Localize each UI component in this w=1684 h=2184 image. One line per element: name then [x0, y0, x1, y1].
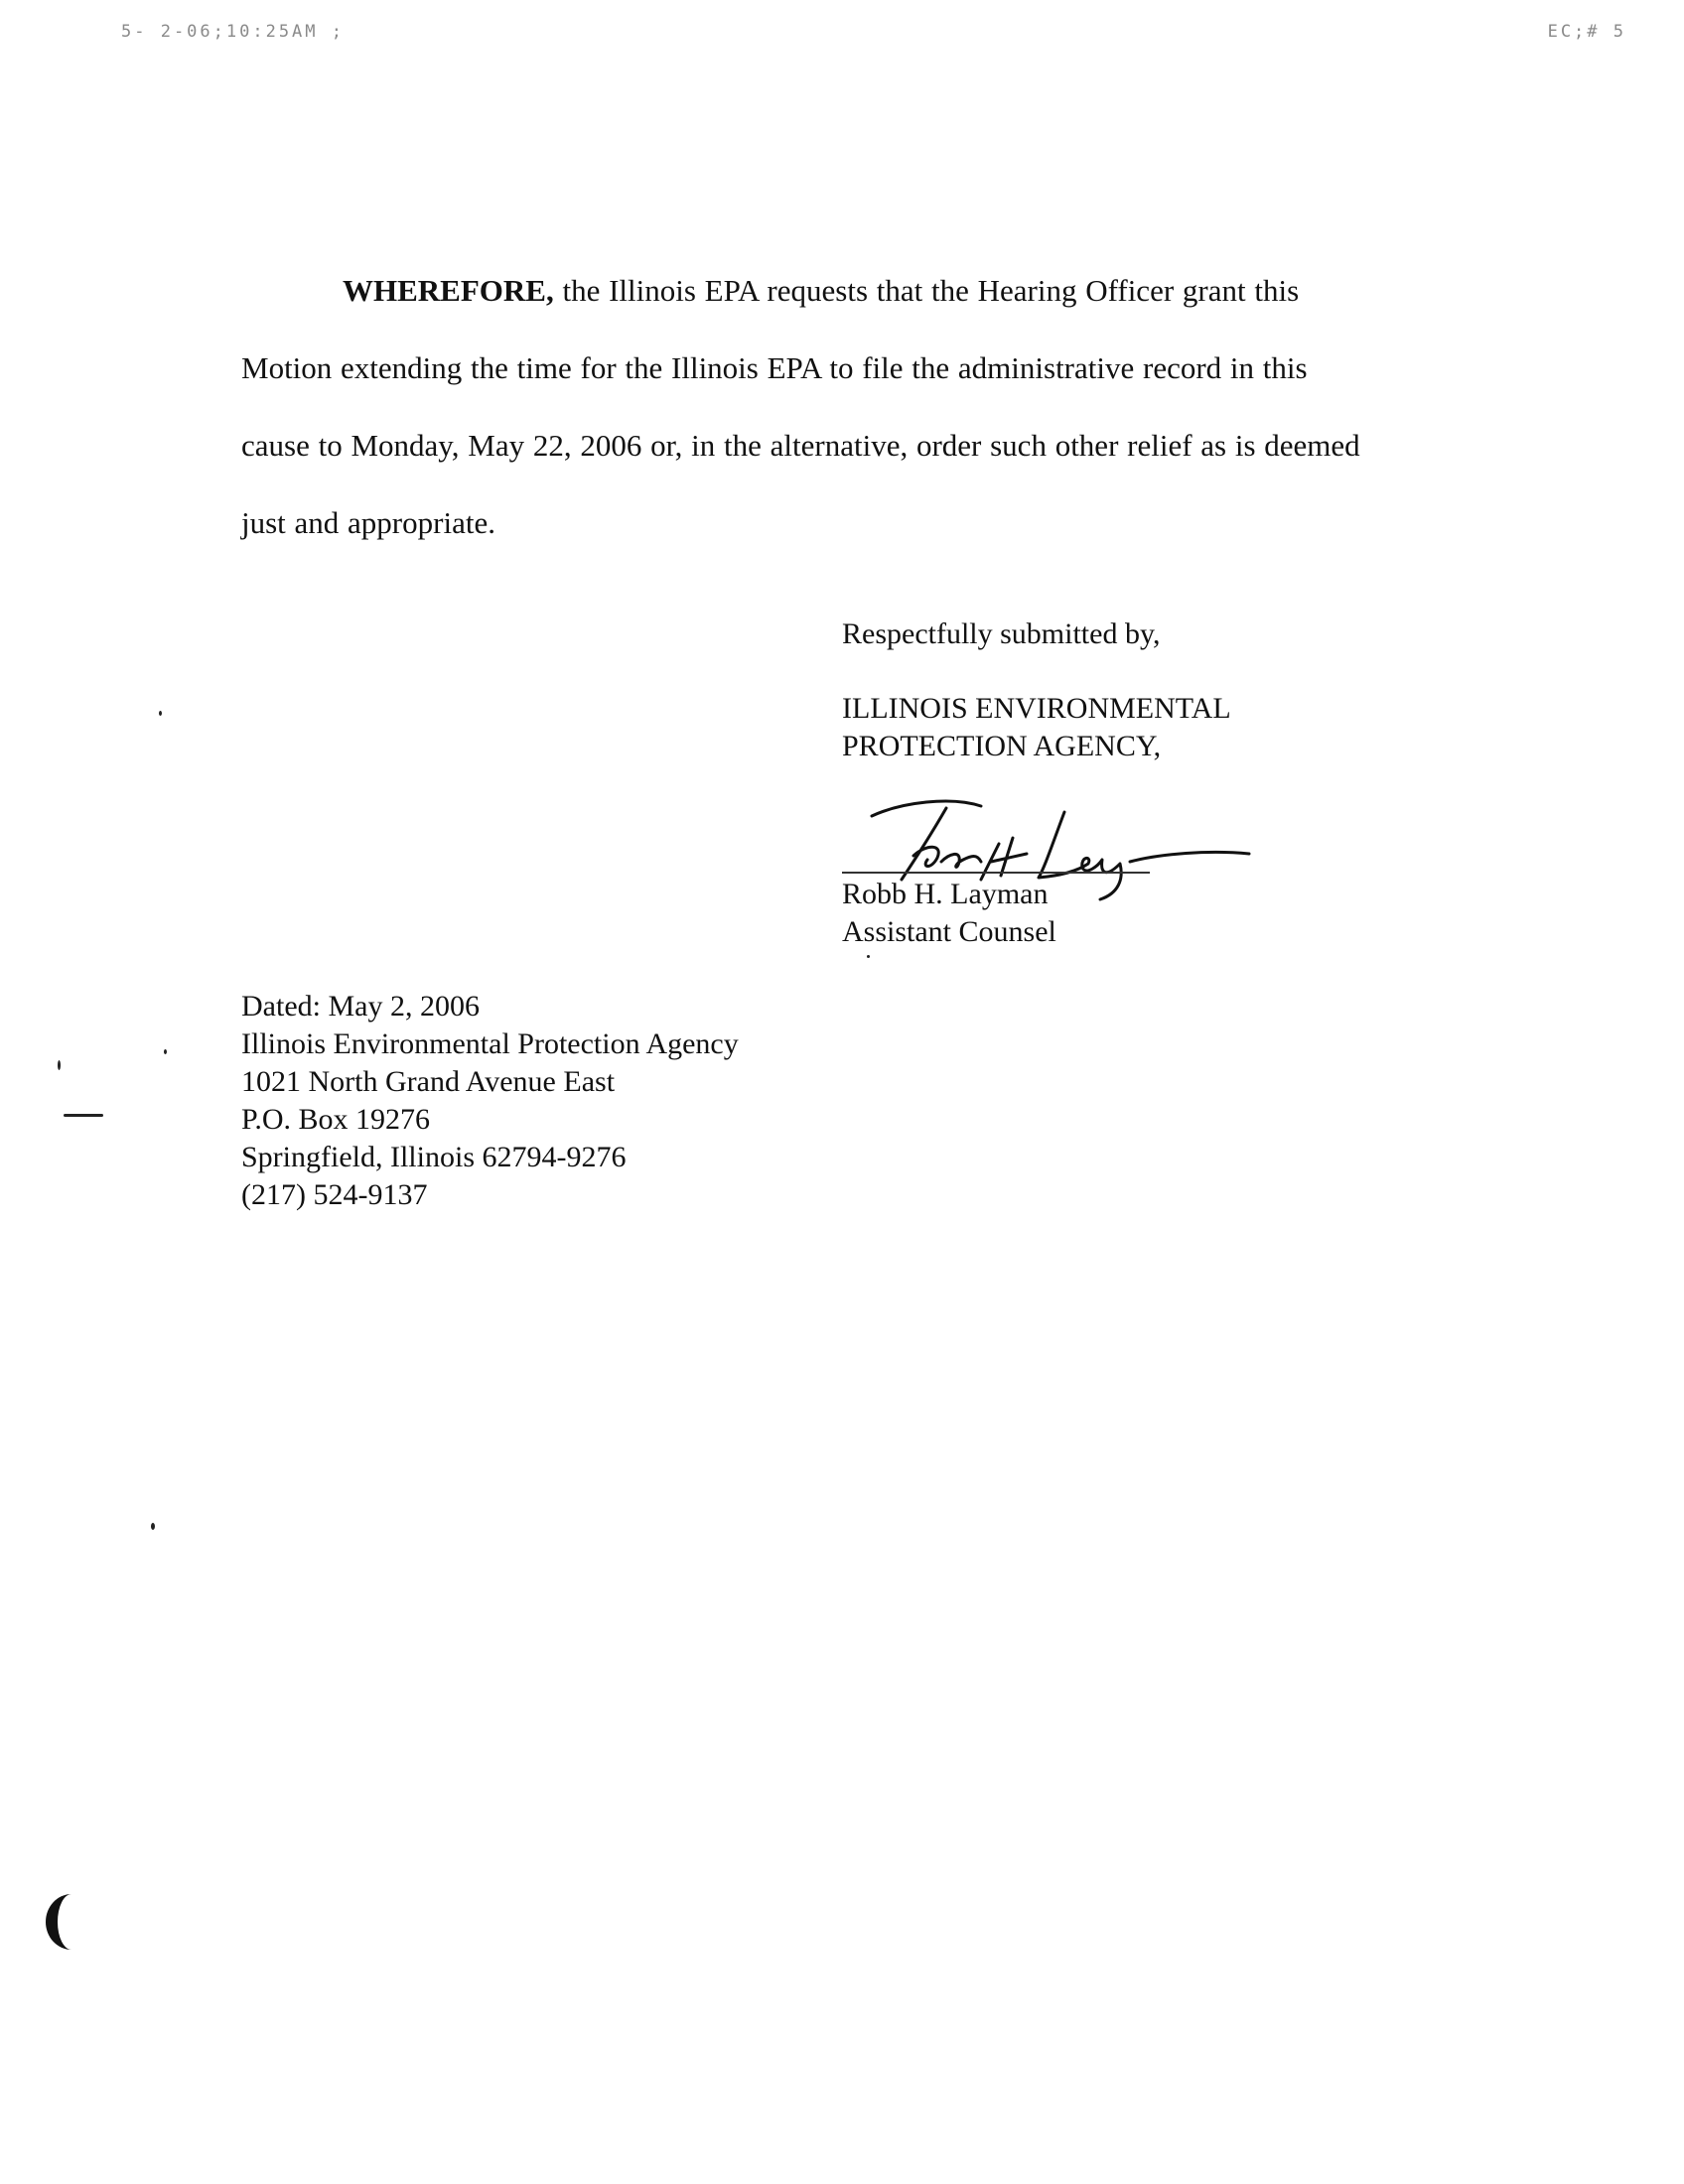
paragraph-line-1-text: the Illinois EPA requests that the Hearing Officer grant this: [553, 273, 1300, 308]
paragraph-line-1: [241, 252, 1463, 330]
wherefore-paragraph: [241, 252, 1463, 562]
scan-speck: [159, 711, 162, 716]
agency-name-line-1: ILLINOIS ENVIRONMENTAL: [842, 692, 1231, 725]
scan-speck: [867, 955, 870, 958]
fax-timestamp-header: 5- 2-06;10:25AM ;: [121, 22, 345, 42]
dated-line: Dated: May 2, 2006: [241, 990, 480, 1023]
agency-name-block: [842, 690, 1231, 765]
wherefore-lead: WHEREFORE,: [343, 273, 554, 308]
scan-speck: [58, 1060, 61, 1070]
signer-title: Assistant Counsel: [842, 915, 1056, 948]
signature-line: [842, 872, 1150, 874]
address-po-box: P.O. Box 19276: [241, 1103, 431, 1136]
signer-name: Robb H. Layman: [842, 878, 1049, 910]
agency-name-line-2: PROTECTION AGENCY,: [842, 730, 1162, 762]
scan-speck: [151, 1523, 155, 1530]
address-street: 1021 North Grand Avenue East: [241, 1065, 616, 1098]
address-city: Springfield, Illinois 62794-9276: [241, 1141, 627, 1173]
address-phone: (217) 524-9137: [241, 1178, 428, 1211]
dated-address-block: [241, 988, 739, 1214]
scan-speck: [164, 1049, 167, 1054]
scan-speck: [64, 1114, 103, 1117]
paragraph-line-2: Motion extending the time for the Illinois EPA to file the administrative record in this: [241, 350, 1308, 385]
paragraph-line-3: cause to Monday, May 22, 2006 or, in the alternative, order such other relief as is deemed: [241, 428, 1360, 463]
fax-page-number: EC;# 5: [1547, 22, 1626, 42]
closing-text: Respectfully submitted by,: [842, 617, 1161, 650]
paragraph-line-4: just and appropriate.: [241, 505, 495, 540]
binder-hole-mark: [46, 1894, 97, 1950]
address-org: Illinois Environmental Protection Agency: [241, 1027, 739, 1060]
signer-block: [842, 876, 1056, 951]
